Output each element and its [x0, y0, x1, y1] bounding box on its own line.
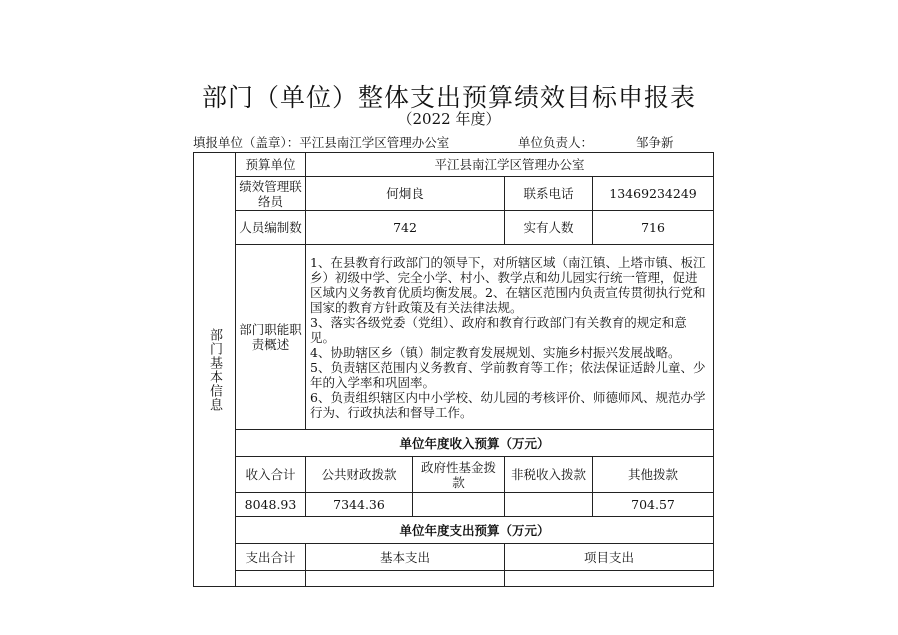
row-income-title — [194, 430, 714, 457]
income-value — [413, 493, 505, 517]
duty-item: 1、在县教育行政部门的领导下，对所辖区域（南江镇、上塔市镇、板江乡）初级中学、完全小学、村小、教学点和幼儿园实行统一管理，促进区域内义务教育优质均衡发展。2、在辖区范围内负责宣传贯彻执行党和国家的教育方针政策及有关法律法规。 — [310, 254, 706, 315]
budget-form-table — [193, 152, 714, 587]
row-income-values — [194, 493, 714, 517]
budget-unit-label: 预算单位 — [236, 153, 306, 177]
contact-label: 绩效管理联络员 — [236, 177, 306, 211]
income-value — [505, 493, 593, 517]
duty-item: 3、落实各级党委（党组）、政府和教育行政部门有关教育的规定和意见。 — [310, 314, 687, 345]
duties-description — [306, 245, 714, 430]
income-header: 公共财政拨款 — [306, 457, 413, 493]
income-value: 704.57 — [593, 493, 714, 517]
row-contact — [194, 177, 714, 211]
income-section-title: 单位年度收入预算（万元） — [236, 430, 714, 457]
row-expense-title — [194, 517, 714, 544]
duties-label: 部门职能职责概述 — [236, 245, 306, 430]
expense-value — [236, 571, 306, 587]
page-title: 部门（单位）整体支出预算绩效目标申报表 — [201, 83, 696, 112]
income-header: 非税收入拨款 — [505, 457, 593, 493]
row-duties — [194, 245, 714, 430]
head-label: 单位负责人： — [518, 135, 594, 150]
income-value: 7344.36 — [306, 493, 413, 517]
side-label: 部门基本信息 — [194, 153, 236, 587]
actual-staff-value: 716 — [593, 211, 714, 245]
expense-header: 项目支出 — [505, 544, 714, 571]
year-label: （2022 年度） — [397, 110, 501, 128]
phone-label: 联系电话 — [505, 177, 593, 211]
row-budget-unit — [194, 153, 714, 177]
phone-value: 13469234249 — [593, 177, 714, 211]
income-header: 收入合计 — [236, 457, 306, 493]
staff-quota-value: 742 — [306, 211, 505, 245]
row-expense-headers — [194, 544, 714, 571]
row-expense-values — [194, 571, 714, 587]
duty-item: 5、负责辖区范围内义务教育、学前教育等工作；依法保证适龄儿童、少年的入学率和巩固率。 — [310, 359, 706, 390]
income-header: 其他拨款 — [593, 457, 714, 493]
expense-value — [505, 571, 714, 587]
head-name: 邹争新 — [636, 135, 674, 150]
contact-name: 何炯良 — [306, 177, 505, 211]
filler-unit: 填报单位（盖章）：平江县南江学区管理办公室 — [193, 135, 450, 150]
duty-item: 6、负责组织辖区内中小学校、幼儿园的考核评价、师德师风、规范办学行为、行政执法和督导工作。 — [310, 389, 706, 420]
staff-quota-label: 人员编制数 — [236, 211, 306, 245]
row-staff — [194, 211, 714, 245]
expense-value — [306, 571, 505, 587]
income-value: 8048.93 — [236, 493, 306, 517]
row-income-headers — [194, 457, 714, 493]
actual-staff-label: 实有人数 — [505, 211, 593, 245]
budget-unit-value: 平江县南江学区管理办公室 — [306, 153, 714, 177]
income-header: 政府性基金拨款 — [413, 457, 505, 493]
expense-header: 基本支出 — [306, 544, 505, 571]
expense-header: 支出合计 — [236, 544, 306, 571]
duty-item: 4、协助辖区乡（镇）制定教育发展规划、实施乡村振兴发展战略。 — [310, 344, 681, 360]
expense-section-title: 单位年度支出预算（万元） — [236, 517, 714, 544]
